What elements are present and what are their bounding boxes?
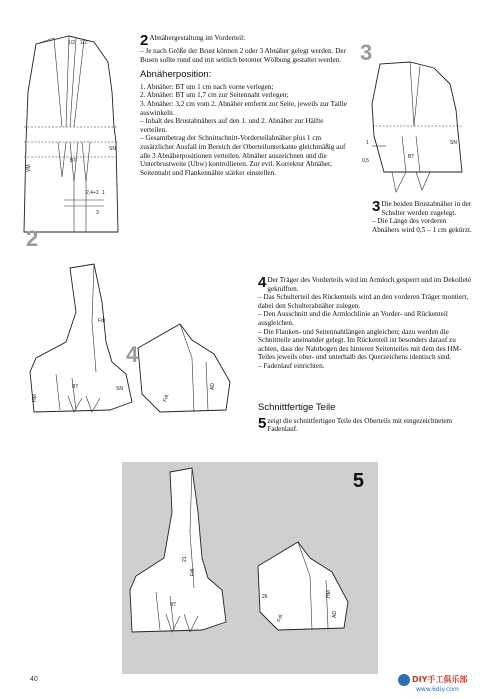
fig3-label-05: 0,5: [362, 158, 369, 164]
section-5-heading: Schnittfertige Teile: [258, 402, 336, 413]
fig4-label-fdl: Fdl.: [98, 318, 107, 324]
fig3-label-sn: SN: [450, 140, 457, 146]
section-4-text: [258, 276, 472, 371]
fig3-label-bt: BT: [408, 154, 415, 160]
section-2-item: 3. Abnäher: 3,2 cm vom 2. Abnäher entfernt zur Seite, jeweils zur Taille auswinkeln.: [140, 99, 347, 117]
fig4-label-ad: AD: [210, 383, 216, 390]
section-4-item: – Den Ausschnitt und die Armlochlinie an Vorder- und Rückenteil ausgleichen.: [258, 310, 448, 327]
section-4-item: – Die Flanken- und Seitennahtlängen angleichen; dazu werden die Schnittteile aneinander gelegt. Im Rückenteil ist besonders darauf zu achten, dass der Nahtbogen des hinteren Seitenteiles mit dem des HM-Teiles jeweils ober- und unterhalb des Querzeichens identisch sind.: [258, 327, 462, 362]
fig4-label-fdl2: Fdl.: [162, 392, 171, 403]
fig4-label-hm: HM: [32, 394, 38, 402]
section-2-item: – Inhalt des Brustabnähers auf den 1. und 2. Abnäher zur Hälfte verteilen.: [140, 117, 324, 134]
figure-5-panel: [122, 462, 378, 674]
figure-3: [362, 60, 472, 195]
fig5-label-fdl2: Fdl.: [190, 567, 196, 576]
fig5-label-26: 26: [262, 594, 268, 600]
fig4-label-bt: BT: [72, 384, 79, 390]
fig2-label-m1: 2,4+1: [86, 190, 99, 196]
fig5-label-ad: AD: [332, 611, 338, 618]
section-2-item: – Gesamtbetrag der Schnittschnitt-Vorderteilabnäher plus 1 cm zusätzlicher Ausfall im Bereich der Oberteilunterkante gleichmäßig auf alle 3 Abnäherpositionen verteilen. Abnäher auszeichnen und die Unterbrustweite (Ubw) kontrollieren. Zur evtl. Korrektur Abnäher, Seitennaht und Flankennähte stärker einstellen.: [140, 134, 346, 177]
section-5-step: 5: [258, 414, 267, 432]
figure-5-drawing: [122, 462, 378, 674]
section-5-text: [258, 404, 472, 434]
section-4-item: – Fadenlauf einrichten.: [258, 361, 325, 370]
section-2-item: 1. Abnäher: BT um 1 cm nach vorne verlegen;: [140, 82, 274, 91]
figure-2-number: 2: [26, 226, 39, 251]
fig2-label-vm: VM: [26, 164, 32, 172]
fig2-label-half1: 1/2: [68, 40, 75, 46]
section-2-item: 2. Abnäher: BT um 1,7 cm zur Seitennaht verlegen;: [140, 91, 289, 100]
fig5-label-bt: BT: [170, 602, 177, 608]
section-3-step: 3: [372, 198, 381, 215]
watermark-text: DIY手工俱乐部: [412, 675, 468, 684]
section-2-step: 2: [140, 32, 149, 49]
fig5-label-fdl: Fdl.: [276, 612, 285, 623]
fig2-label-half2: 1/2: [80, 40, 87, 46]
fig4-label-sn: SN: [116, 386, 123, 392]
section-5-body: zeigt die schnittfertigen Teile des Oberteils mit eingezeichnetem Fadenlauf.: [267, 416, 453, 434]
section-3-text: [372, 200, 472, 234]
section-2-title: Abnähergestaltung im Vorderteil:: [149, 34, 246, 42]
watermark-logo: [398, 672, 474, 696]
section-4-body: Der Träger des Vorderteils wird im Armloch gesperrt und im Dekolleté geknifften.: [267, 276, 472, 293]
fig2-label-m2: 1: [102, 190, 105, 196]
watermark-globe-icon: [398, 674, 410, 686]
figure-5-number: 5: [352, 470, 364, 492]
figure-4-number: 4: [126, 342, 139, 367]
section-4-step: 4: [258, 274, 267, 291]
watermark-url: www.6diy.com: [416, 686, 459, 693]
section-2-subheading: Abnäherposition:: [140, 69, 212, 81]
fig5-label-21: 21: [182, 556, 188, 562]
page-number: 40: [30, 676, 38, 683]
section-4-item: – Das Schulterteil des Rückenteils wird an den vorderen Träger montiert, dabei den Schulterabnäher zulegen.: [258, 293, 469, 310]
section-2-intro: – Je nach Größe der Brust können 2 oder 3 Abnäher gelegt werden. Der Busen sollte rund und mit seitlich betonter Wölbung gestaltet werden.: [140, 47, 346, 64]
fig3-label-1: 1: [366, 140, 369, 146]
fig2-label-bt: BT: [70, 158, 77, 164]
section-2-text: [140, 34, 350, 177]
fig5-label-hm: HM: [326, 590, 332, 598]
figure-3-number: 3: [360, 40, 373, 65]
fig2-label-sn: SN: [109, 146, 116, 152]
figure-2: [14, 32, 129, 252]
figure-3-drawing: [362, 60, 472, 195]
section-3-body2: – Die Länge des vorderen Abnähers wird 0,5 – 1 cm gekürzt.: [372, 217, 472, 234]
fig2-label-m3: 3: [96, 210, 99, 216]
figure-2-drawing: [14, 32, 129, 252]
section-3-body: Die beiden Brustabnäher in der Schulter werden zugelegt.: [381, 200, 472, 217]
